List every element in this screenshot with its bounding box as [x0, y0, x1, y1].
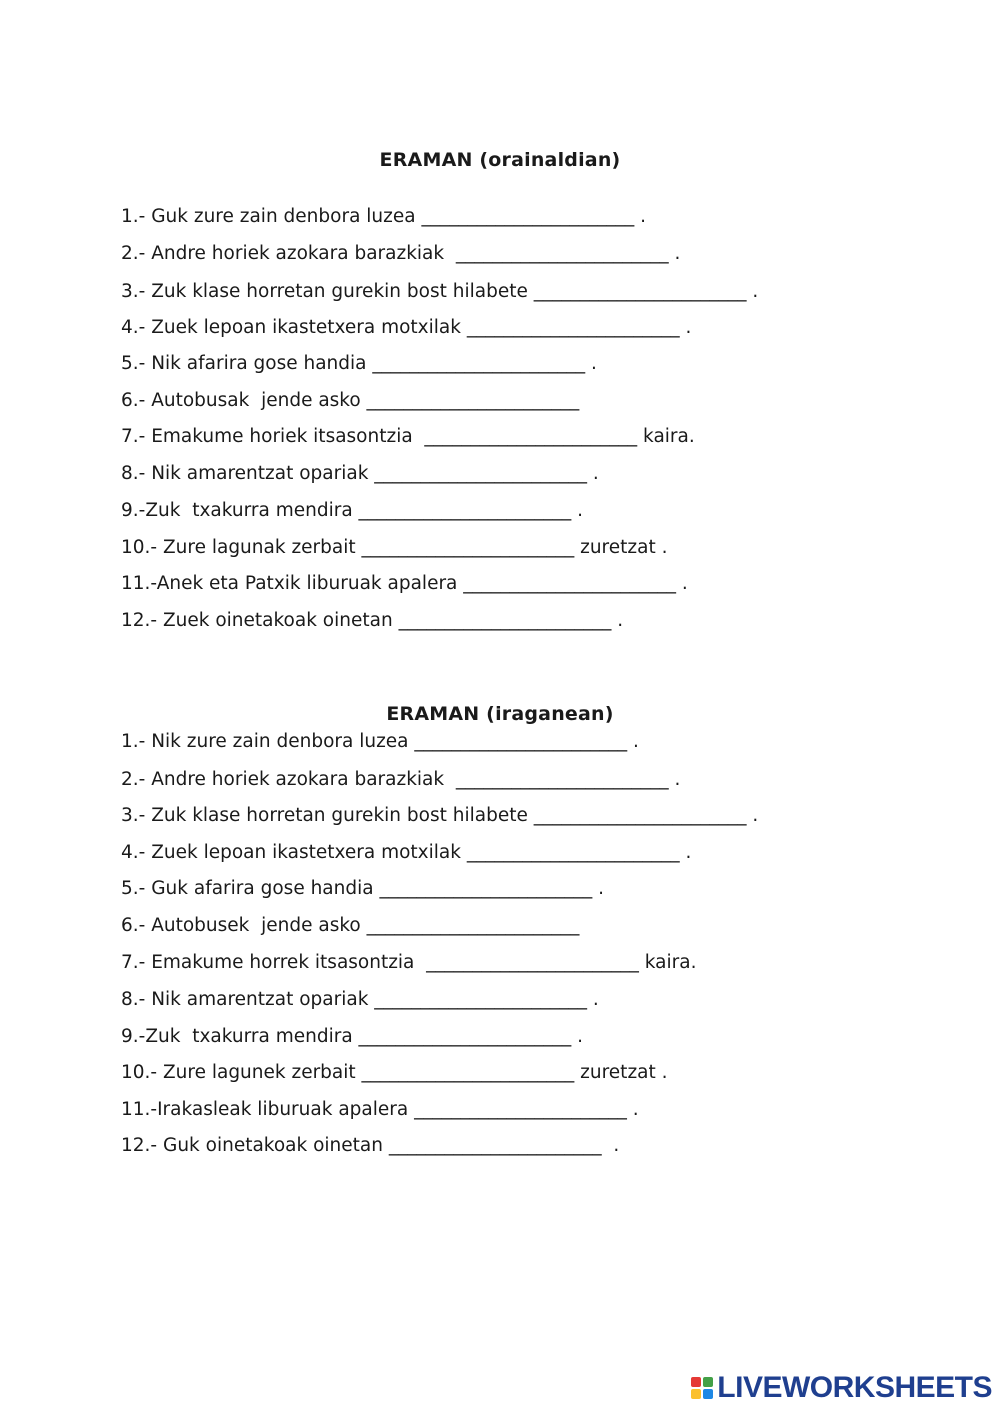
exercise-line-present-3: 3.- Zuk klase horretan gurekin bost hilabete _______________________ .	[121, 281, 759, 302]
exercise-line-present-5: 5.- Nik afarira gose handia _______________________ .	[121, 353, 597, 374]
logo-square-icon	[691, 1377, 701, 1387]
exercise-line-present-8: 8.- Nik amarentzat opariak _______________________ .	[121, 463, 599, 484]
logo-grid-icon	[691, 1377, 713, 1399]
exercise-line-present-1: 1.- Guk zure zain denbora luzea _______________________ .	[121, 206, 646, 227]
exercise-line-past-11: 11.-Irakasleak liburuak apalera _______________________ .	[121, 1099, 639, 1120]
exercise-line-present-11: 11.-Anek eta Patxik liburuak apalera _______________________ .	[121, 573, 688, 594]
section-title-present: ERAMAN (orainaldian)	[379, 149, 621, 171]
exercise-line-past-9: 9.-Zuk txakurra mendira _______________________ .	[121, 1026, 584, 1047]
exercise-line-past-12: 12.- Guk oinetakoak oinetan _______________________ .	[121, 1135, 620, 1156]
exercise-line-past-1: 1.- Nik zure zain denbora luzea _______________________ .	[121, 731, 639, 752]
logo-text: LIVEWORKSHEETS	[717, 1371, 992, 1404]
exercise-line-present-7: 7.- Emakume horiek itsasontzia _______________________ kaira.	[121, 426, 695, 447]
exercise-line-past-4: 4.- Zuek lepoan ikastetxera motxilak _______________________ .	[121, 842, 692, 863]
liveworksheets-logo	[691, 1368, 992, 1408]
logo-square-icon	[703, 1389, 713, 1399]
exercise-line-past-10: 10.- Zure lagunek zerbait _______________________ zuretzat .	[121, 1062, 668, 1083]
exercise-line-present-10: 10.- Zure lagunak zerbait _______________________ zuretzat .	[121, 537, 668, 558]
exercise-line-present-4: 4.- Zuek lepoan ikastetxera motxilak _______________________ .	[121, 317, 692, 338]
exercise-line-past-3: 3.- Zuk klase horretan gurekin bost hilabete _______________________ .	[121, 805, 759, 826]
exercise-line-present-9: 9.-Zuk txakurra mendira _______________________ .	[121, 500, 584, 521]
logo-square-icon	[703, 1377, 713, 1387]
section-title-past: ERAMAN (iraganean)	[386, 703, 614, 725]
exercise-line-past-8: 8.- Nik amarentzat opariak _______________________ .	[121, 989, 599, 1010]
exercise-line-present-2: 2.- Andre horiek azokara barazkiak _______________________ .	[121, 243, 681, 264]
exercise-line-past-7: 7.- Emakume horrek itsasontzia _______________________ kaira.	[121, 952, 697, 973]
exercise-line-present-12: 12.- Zuek oinetakoak oinetan _______________________ .	[121, 610, 624, 631]
logo-square-icon	[691, 1389, 701, 1399]
exercise-line-past-6: 6.- Autobusek jende asko _______________________	[121, 915, 580, 936]
exercise-line-present-6: 6.- Autobusak jende asko _______________________	[121, 390, 580, 411]
exercise-line-past-5: 5.- Guk afarira gose handia _______________________ .	[121, 878, 604, 899]
exercise-line-past-2: 2.- Andre horiek azokara barazkiak _______________________ .	[121, 769, 681, 790]
